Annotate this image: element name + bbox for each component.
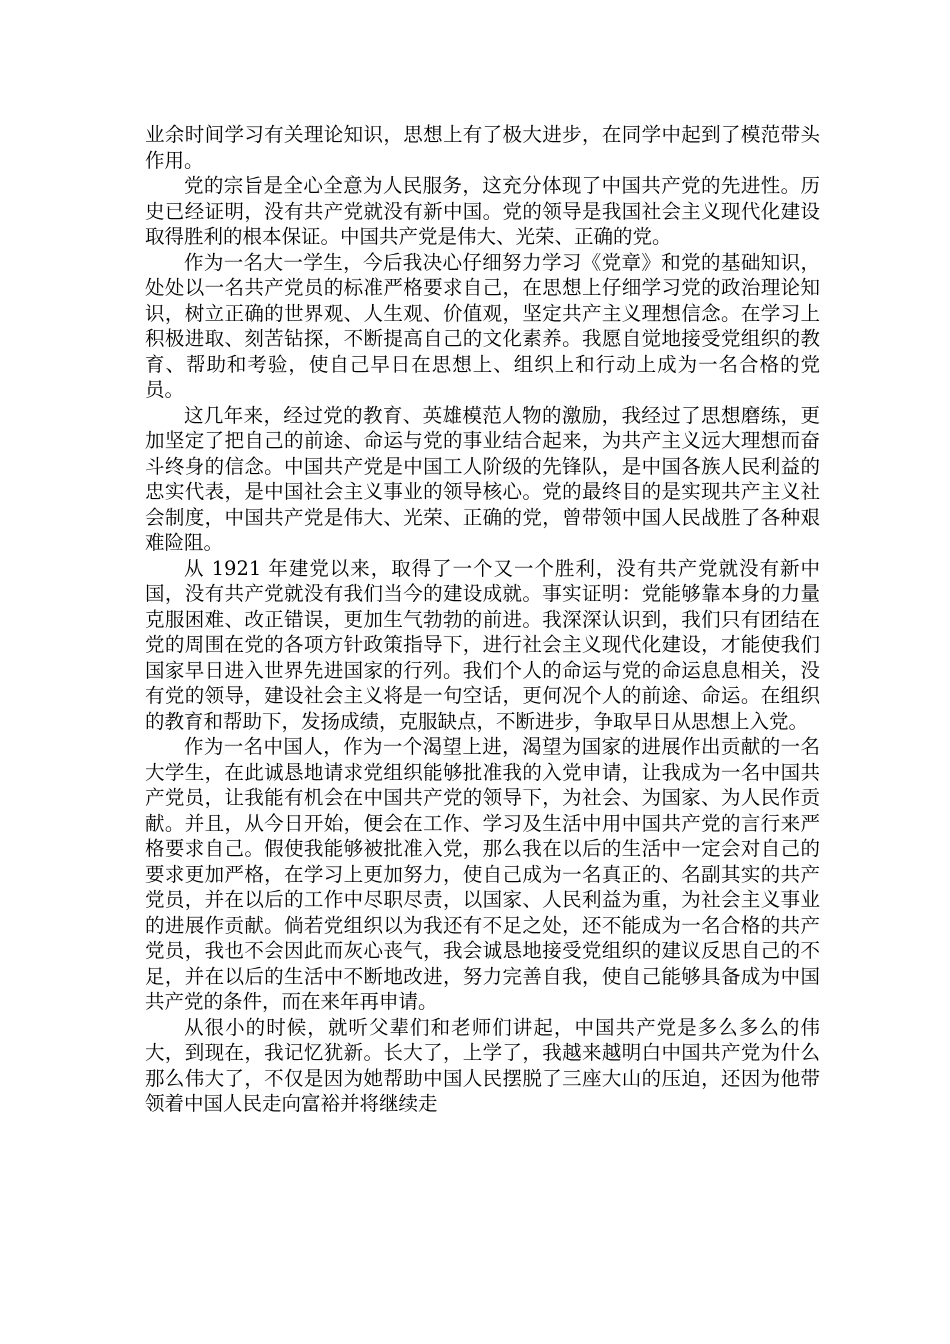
paragraph: 这几年来，经过党的教育、英雄模范人物的激励，我经过了思想磨练，更加坚定了把自己的前途、命运与党的事业结合起来，为共产主义远大理想而奋斗终身的信念。中国共产党是中国工人阶级的先锋队，是中国各族人民利益的忠实代表，是中国社会主义事业的领导核心。党的最终目的是实现共产主义社会制度，中国共产党是伟大、光荣、正确的党，曾带领中国人民战胜了各种艰难险阻。 (145, 403, 820, 554)
paragraph: 从很小的时候，就听父辈们和老师们讲起，中国共产党是多么多么的伟大，到现在，我记忆犹新。长大了，上学了，我越来越明白中国共产党为什么那么伟大了，不仅是因为她帮助中国人民摆脱了三座大山的压迫，还因为他带领着中国人民走向富裕并将继续走 (145, 1015, 820, 1115)
paragraph: 作为一名大一学生，今后我决心仔细努力学习《党章》和党的基础知识，处处以一名共产党员的标准严格要求自己，在思想上仔细学习党的政治理论知识，树立正确的世界观、人生观、价值观，坚定共产主义理想信念。在学习上积极进取、刻苦钻探，不断提高自己的文化素养。我愿自觉地接受党组织的教育、帮助和考验，使自己早日在思想上、组织上和行动上成为一名合格的党员。 (145, 250, 820, 401)
paragraph: 作为一名中国人，作为一个渴望上进，渴望为国家的进展作出贡献的一名大学生，在此诚恳地请求党组织能够批准我的入党申请，让我成为一名中国共产党员，让我能有机会在中国共产党的领导下，为社会、为国家、为人民作贡献。并且，从今日开始，便会在工作、学习及生活中用中国共产党的言行来严格要求自己。假使我能够被批准入党，那么我在以后的生活中一定会对自己的要求更加严格，在学习上更加努力，使自己成为一名真正的、名副其实的共产党员，并在以后的工作中尽职尽责，以国家、人民利益为重，为社会主义事业的进展作贡献。倘若党组织以为我还有不足之处，还不能成为一名合格的共产党员，我也不会因此而灰心丧气，我会诚恳地接受党组织的建议反思自己的不足，并在以后的生活中不断地改进，努力完善自我，使自己能够具备成为中国共产党的条件，而在来年再申请。 (145, 735, 820, 1013)
paragraph: 从 1921 年建党以来，取得了一个又一个胜利，没有共产党就没有新中国，没有共产党就没有我们当今的建设成就。事实证明：党能够靠本身的力量克服困难、改正错误，更加生气勃勃的前进。我深深认识到，我们只有团结在党的周围在党的各项方针政策指导下，进行社会主义现代化建设，才能使我们国家早日进入世界先进国家的行列。我们个人的命运与党的命运息息相关，没有党的领导，建设社会主义将是一句空话，更何况个人的前途、命运。在组织的教育和帮助下，发扬成绩，克服缺点，不断进步，争取早日从思想上入党。 (145, 556, 820, 733)
paragraph: 业余时间学习有关理论知识，思想上有了极大进步，在同学中起到了模范带头作用。 (145, 123, 820, 172)
paragraph: 党的宗旨是全心全意为人民服务，这充分体现了中国共产党的先进性。历史已经证明，没有共产党就没有新中国。党的领导是我国社会主义现代化建设取得胜利的根本保证。中国共产党是伟大、光荣、正确的党。 (145, 174, 820, 248)
document-body (145, 122, 820, 1117)
